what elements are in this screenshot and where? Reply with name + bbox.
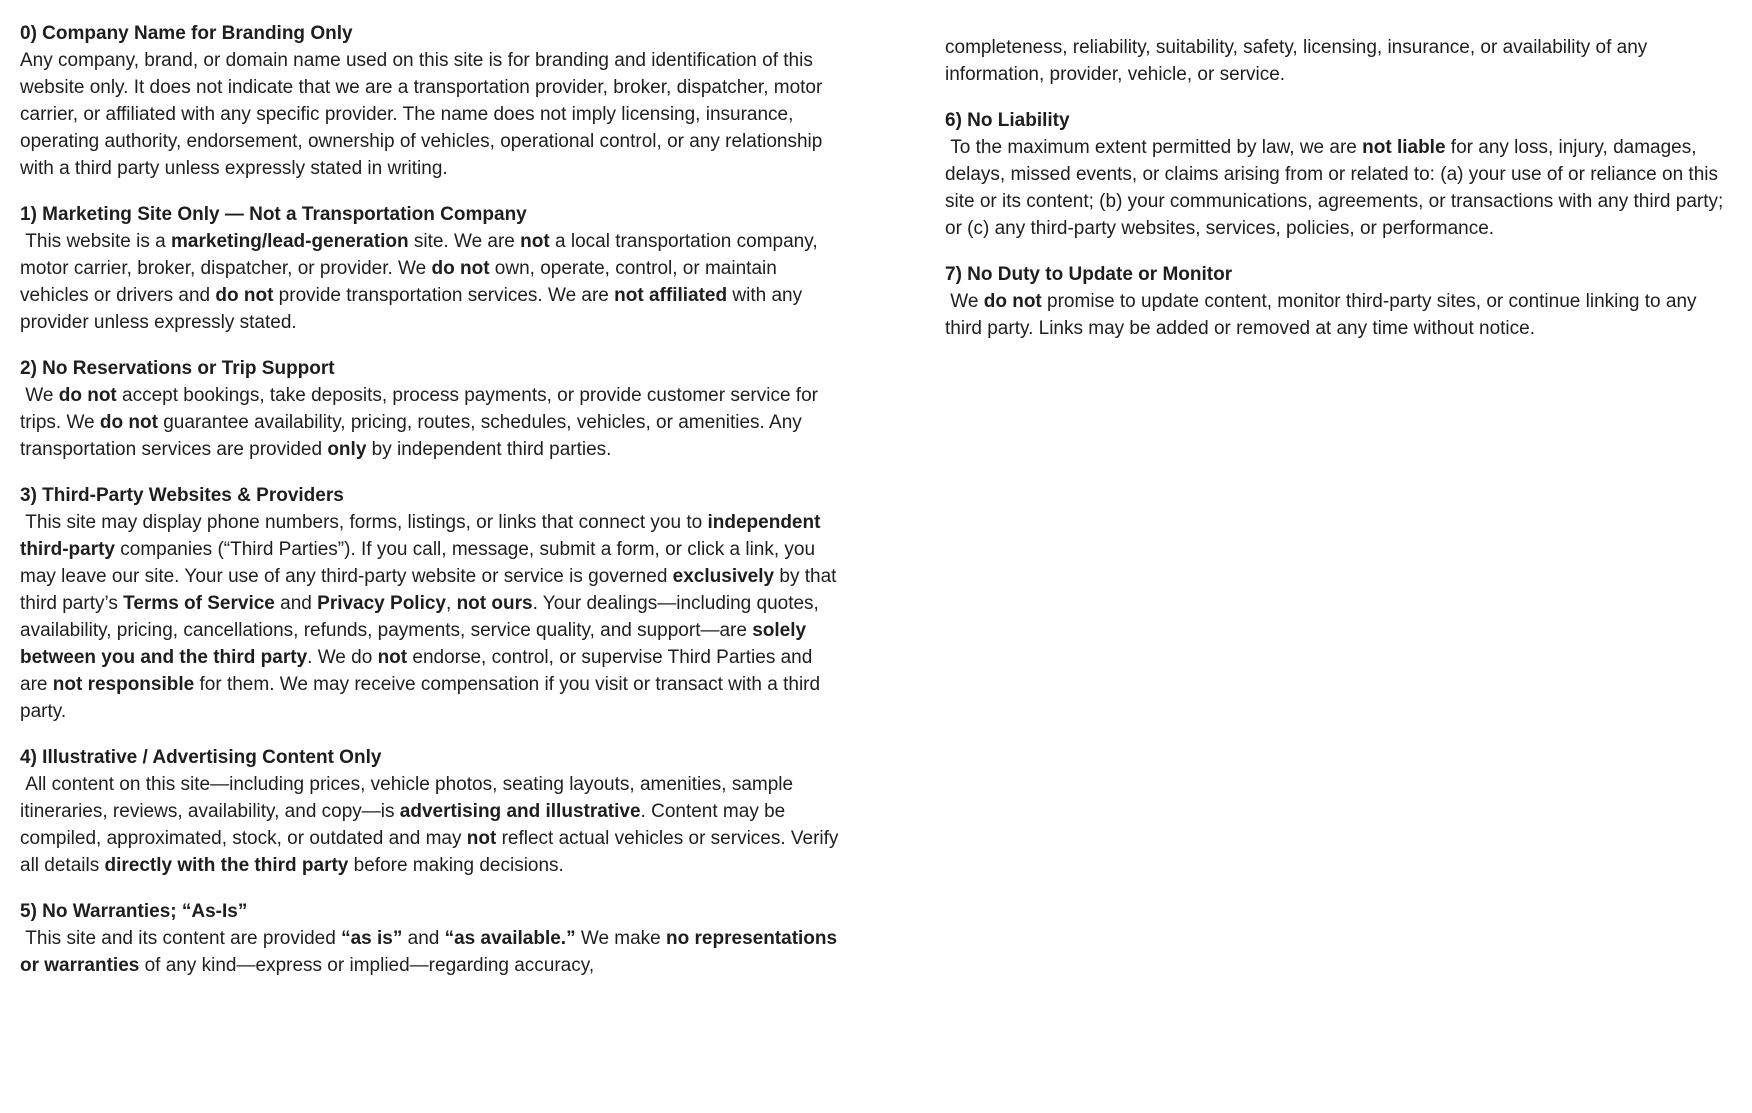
section-paragraph: We do not promise to update content, monitor third-party sites, or continue linking to any third party. Links may be added or removed at any time without notice. <box>945 291 1702 339</box>
disclaimer-section <box>20 201 845 336</box>
disclaimer-section <box>20 355 845 463</box>
section-heading: 1) Marketing Site Only — Not a Transportation Company <box>20 204 527 225</box>
section-paragraph: To the maximum extent permitted by law, we are not liable for any loss, injury, damages, delays, missed events, or claims arising from or related to: (a) your use of or reliance on this site or its content; (b) your communications, agreements, or transactions with any third party; or (c) any third-party websites, services, policies, or performance. <box>945 137 1729 239</box>
disclaimer-section <box>945 107 1730 242</box>
continuation-paragraph: completeness, reliability, suitability, safety, licensing, insurance, or availability of any information, provider, vehicle, or service. <box>945 37 1653 85</box>
section-paragraph: We do not accept bookings, take deposits, process payments, or provide customer service for trips. We do not guarantee availability, pricing, routes, schedules, vehicles, or amenities. Any transportation services are provided only by independent third parties. <box>20 385 824 460</box>
section-paragraph: Any company, brand, or domain name used on this site is for branding and identification of this website only. It does not indicate that we are a transportation provider, broker, dispatcher, motor carrier, or affiliated with any specific provider. The name does not imply licensing, insurance, operating authority, endorsement, ownership of vehicles, operational control, or any relationship with a third party unless expressly stated in writing. <box>20 50 828 179</box>
disclaimer-section <box>20 744 845 879</box>
section-paragraph: This site and its content are provided “as is” and “as available.” We make no representations or warranties of any kind—express or implied—regarding accuracy, <box>20 928 843 976</box>
section-heading: 4) Illustrative / Advertising Content Only <box>20 747 382 768</box>
left-column <box>20 20 845 1113</box>
section-paragraph: This site may display phone numbers, forms, listings, or links that connect you to independent third-party companies (“Third Parties”). If you call, message, submit a form, or click a link, you may leave our site. Your use of any third-party website or service is governed exclusively by that third party’s Terms of Service and Privacy Policy, not ours. Your dealings—including quotes, availability, pricing, cancellations, refunds, payments, service quality, and support—are solely between you and the third party. We do not endorse, control, or supervise Third Parties and are not responsible for them. We may receive compensation if you visit or transact with a third party. <box>20 512 842 722</box>
section-heading: 7) No Duty to Update or Monitor <box>945 264 1233 285</box>
disclaimer-section <box>20 20 845 182</box>
section-heading: 3) Third-Party Websites & Providers <box>20 485 344 506</box>
disclaimer-section <box>945 34 1730 88</box>
disclaimer-section <box>20 898 845 979</box>
section-paragraph: This website is a marketing/lead-generation site. We are not a local transportation company, motor carrier, broker, dispatcher, or provider. We do not own, operate, control, or maintain vehicles or drivers and do not provide transportation services. We are not affiliated with any provider unless expressly stated. <box>20 231 823 333</box>
disclaimer-section <box>20 482 845 725</box>
section-heading: 6) No Liability <box>945 110 1070 131</box>
disclaimer-section <box>945 261 1730 342</box>
section-heading: 5) No Warranties; “As-Is” <box>20 901 248 922</box>
right-column <box>945 20 1730 1113</box>
section-heading: 0) Company Name for Branding Only <box>20 23 353 44</box>
section-paragraph: All content on this site—including prices, vehicle photos, seating layouts, amenities, sample itineraries, reviews, availability, and copy—is advertising and illustrative. Content may be compiled, approximated, stock, or outdated and may not reflect actual vehicles or services. Verify all details directly with the third party before making decisions. <box>20 774 844 876</box>
section-heading: 2) No Reservations or Trip Support <box>20 358 335 379</box>
